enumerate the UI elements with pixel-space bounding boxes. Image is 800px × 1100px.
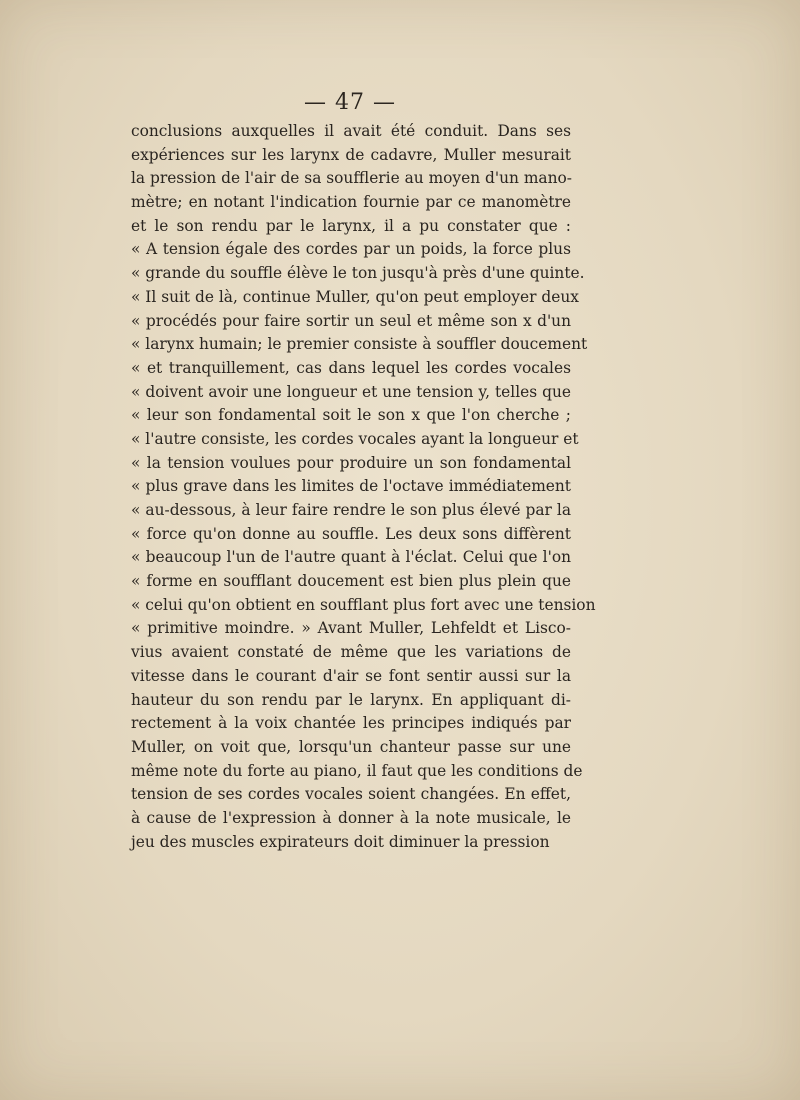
text-line: hauteur du son rendu par le larynx. En appliquant di- <box>131 690 571 709</box>
text-line: expériences sur les larynx de cadavre, Muller mesurait <box>131 145 571 164</box>
text-line: rectement à la voix chantée les principes indiqués par <box>131 714 571 733</box>
text-line: la pression de l'air de sa soufflerie au moyen d'un mano- <box>131 169 572 188</box>
text-line: « Il suit de là, continue Muller, qu'on peut employer deux <box>131 287 579 306</box>
text-line: « au-dessous, à leur faire rendre le son plus élevé par la <box>131 501 571 519</box>
text-line: « leur son fondamental soit le son x que l'on cherche ; <box>131 406 571 425</box>
text-line: et le son rendu par le larynx, il a pu constater que : <box>131 216 571 235</box>
text-line: Muller, on voit que, lorsqu'un chanteur passe sur une <box>131 737 571 756</box>
text-line: « doivent avoir une longueur et une tension y, telles que <box>131 382 571 401</box>
text-line: « primitive moindre. » Avant Muller, Lehfeldt et Lisco- <box>131 619 571 638</box>
body-text <box>131 120 596 854</box>
text-line: à cause de l'expression à donner à la note musicale, le <box>131 808 571 827</box>
text-line: « l'autre consiste, les cordes vocales ayant la longueur et <box>131 429 579 448</box>
text-line: « larynx humain; le premier consiste à souffler doucement <box>131 335 588 354</box>
text-line: « celui qu'on obtient en soufflant plus fort avec une tension <box>131 595 596 614</box>
text-line: « la tension voulues pour produire un son fondamental <box>131 453 571 472</box>
text-line: vius avaient constaté de même que les variations de <box>131 643 571 662</box>
text-line: « plus grave dans les limites de l'octave immédiatement <box>131 477 571 496</box>
text-line: mètre; en notant l'indication fournie par ce manomètre <box>131 193 571 212</box>
text-line: « forme en soufflant doucement est bien plus plein que <box>131 572 571 591</box>
text-line: « procédés pour faire sortir un seul et même son x d'un <box>131 311 571 330</box>
page-number: — 47 — <box>304 90 396 115</box>
text-line: « grande du souffle élève le ton jusqu'à près d'une quinte. <box>131 264 585 283</box>
text-line: vitesse dans le courant d'air se font sentir aussi sur la <box>131 666 571 685</box>
text-line: « et tranquillement, cas dans lequel les cordes vocales <box>131 358 571 377</box>
text-line: tension de ses cordes vocales soient changées. En effet, <box>131 785 571 804</box>
text-line: « force qu'on donne au souffle. Les deux sons diffèrent <box>131 524 571 543</box>
text-line: même note du forte au piano, il faut que les conditions de <box>131 761 583 780</box>
text-line: conclusions auxquelles il avait été conduit. Dans ses <box>131 122 571 140</box>
text-line: « beaucoup l'un de l'autre quant à l'éclat. Celui que l'on <box>131 548 571 567</box>
text-line: « A tension égale des cordes par un poids, la force plus <box>131 240 571 259</box>
text-line: jeu des muscles expirateurs doit diminuer la pression <box>131 832 550 851</box>
